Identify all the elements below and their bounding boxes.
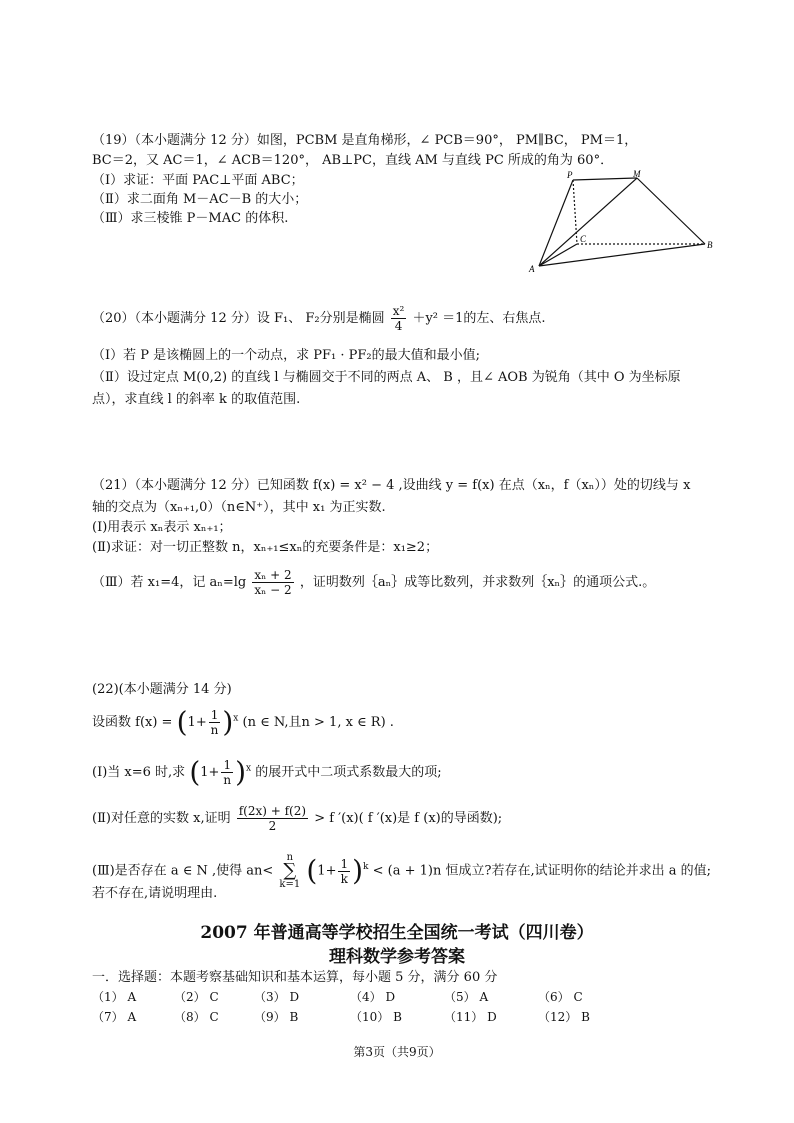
q22-part3b: < (a + 1)n 恒成立?若存在,试证明你的结论并求出 a 的值;: [372, 863, 712, 879]
q21-line2: 轴的交点为（xₙ₊₁,0）（n∈N⁺），其中 x₁ 为正实数.: [92, 500, 386, 515]
answer-item: （11） D: [444, 1010, 497, 1024]
q20-intro-a: （20）（本小题满分 12 分）设 F₁、 F₂分别是椭圆: [92, 311, 385, 326]
q21-line1: （21）（本小题满分 12 分）已知函数 f(x) = x² − 4 ,设曲线 y = f(x) 在点（xₙ，f（xₙ））处的切线与 x: [92, 478, 691, 493]
answers-row-2: [92, 1008, 692, 1028]
answer-item: （12） B: [538, 1010, 590, 1024]
q21-fraction: [252, 568, 293, 597]
answer-item: （5） A: [444, 990, 489, 1004]
q22-def: 设函数 f(x) = (1+ $\frac{1}{n}$ )$^x$ (n ∈ N,且n > 1, x ∈ R) .: [92, 705, 394, 739]
q22-sum: n ∑ k=1: [279, 852, 301, 890]
q20-part2a: （Ⅱ）设过定点 M(0,2) 的直线 l 与椭圆交于不同的两点 A、 B ，且∠ AOB 为锐角（其中 O 为坐标原: [92, 370, 681, 385]
answer-item: （6） C: [538, 990, 583, 1004]
answer-item: （10） B: [350, 1010, 402, 1024]
q20-intro-b: ＋y² ＝1的左、右焦点.: [412, 311, 546, 326]
q19-part3: （Ⅲ）求三棱锥 P－MAC 的体积.: [92, 211, 289, 226]
fig-label-a: A: [529, 264, 535, 274]
fig-label-m: M: [633, 169, 641, 179]
q22-part2b: > f ′(x)( f ′(x)是 f (x)的导函数);: [314, 811, 503, 826]
q22-part2-frac: $\frac{f(2x) + f(2)}{2}$: [238, 804, 307, 833]
answers-title2: 理科数学参考答案: [329, 947, 465, 967]
answers-title1: 2007 年普通高等学校招生全国统一考试（四川卷）: [200, 923, 594, 943]
fig-label-p: P: [567, 170, 573, 180]
answer-item: （9） B: [254, 1010, 299, 1024]
answer-item: （8） C: [174, 1010, 219, 1024]
q22-part2a: (Ⅱ)对任意的实数 x,证明: [92, 811, 231, 826]
q21-part3: [92, 568, 655, 597]
answer-item: （7） A: [92, 1010, 137, 1024]
q19-line1: （19）（本小题满分 12 分）如图，PCBM 是直角梯形，∠ PCB＝90°， PM∥BC， PM＝1，: [92, 133, 638, 148]
q22-part3: (Ⅲ)是否存在 a ∈ N ,使得 an< n ∑ k=1 (1+ $\frac{1}{k}$ )$^k$ < (a + 1)n 恒成立?若存在,试证明你的结论并求出 a 的值;: [92, 852, 712, 890]
q22-part3-frac: $\frac{1}{k}$: [340, 856, 349, 886]
q22-def-frac: $\frac{1}{n}$: [210, 708, 219, 737]
answers-section: 一．选择题：本题考察基础知识和基本运算，每小题 5 分，满分 60 分: [92, 970, 498, 985]
q22-part3c: 若不存在,请说明理由.: [92, 886, 218, 901]
q21-part2: (Ⅱ)求证：对一切正整数 n，xₙ₊₁≤xₙ的充要条件是：x₁≥2；: [92, 540, 439, 555]
q20-frac-num: x²: [392, 304, 405, 318]
answer-item: （1） A: [92, 990, 137, 1004]
q22-def-b: (n ∈ N,且n > 1, x ∈ R) .: [242, 715, 394, 730]
q22-part1: (Ⅰ)当 x=6 时,求 (1+ $\frac{1}{n}$ )$^x$ 的展开式中二项式系数最大的项;: [92, 755, 442, 789]
q22-part2: [92, 804, 502, 833]
q22-part1-frac: $\frac{1}{n}$: [223, 758, 232, 787]
q21-frac-num: xₙ + 2: [254, 568, 292, 582]
q20-ellipse-fraction: [391, 304, 407, 333]
q20-intro: [92, 304, 546, 333]
answers-row-1: [92, 988, 692, 1008]
q19-part1: （Ⅰ）求证：平面 PAC⊥平面 ABC；: [92, 173, 304, 188]
q21-part1: (Ⅰ)用表示 xₙ表示 xₙ₊₁；: [92, 520, 232, 535]
q19-figure: [525, 168, 725, 278]
q19-part2: （Ⅱ）求二面角 M－AC－B 的大小；: [92, 192, 308, 207]
answer-item: （2） C: [174, 990, 219, 1004]
q22-part1b: 的展开式中二项式系数最大的项;: [255, 765, 442, 780]
fig-label-c: C: [580, 234, 587, 244]
answer-item: （3） D: [254, 990, 300, 1004]
q21-frac-den: xₙ − 2: [254, 583, 292, 597]
q22-part1a: (Ⅰ)当 x=6 时,求: [92, 765, 186, 780]
q22-def-a: 设函数 f(x) =: [92, 715, 173, 730]
fig-label-b: B: [707, 240, 713, 250]
q22-header: (22)(本小题满分 14 分): [92, 682, 232, 697]
q19-line2: BC＝2，又 AC＝1，∠ ACB＝120°， AB⊥PC，直线 AM 与直线 PC 所成的角为 60°．: [92, 153, 614, 168]
q20-frac-den: 4: [394, 319, 403, 333]
q22-part3a: (Ⅲ)是否存在 a ∈ N ,使得 an<: [92, 863, 274, 879]
q21-part3a: （Ⅲ）若 x₁=4，记 aₙ=lg: [92, 575, 247, 590]
page-footer: 第3页（共9页）: [353, 1045, 441, 1059]
q21-part3b: ，证明数列｛aₙ｝成等比数列，并求数列｛xₙ｝的通项公式.。: [299, 575, 656, 590]
q20-part1: （Ⅰ）若 P 是该椭圆上的一个动点，求 PF₁ · PF₂的最大值和最小值;: [92, 348, 481, 363]
q20-part2b: 点），求直线 l 的斜率 k 的取值范围.: [92, 392, 301, 407]
answer-item: （4） D: [350, 990, 396, 1004]
